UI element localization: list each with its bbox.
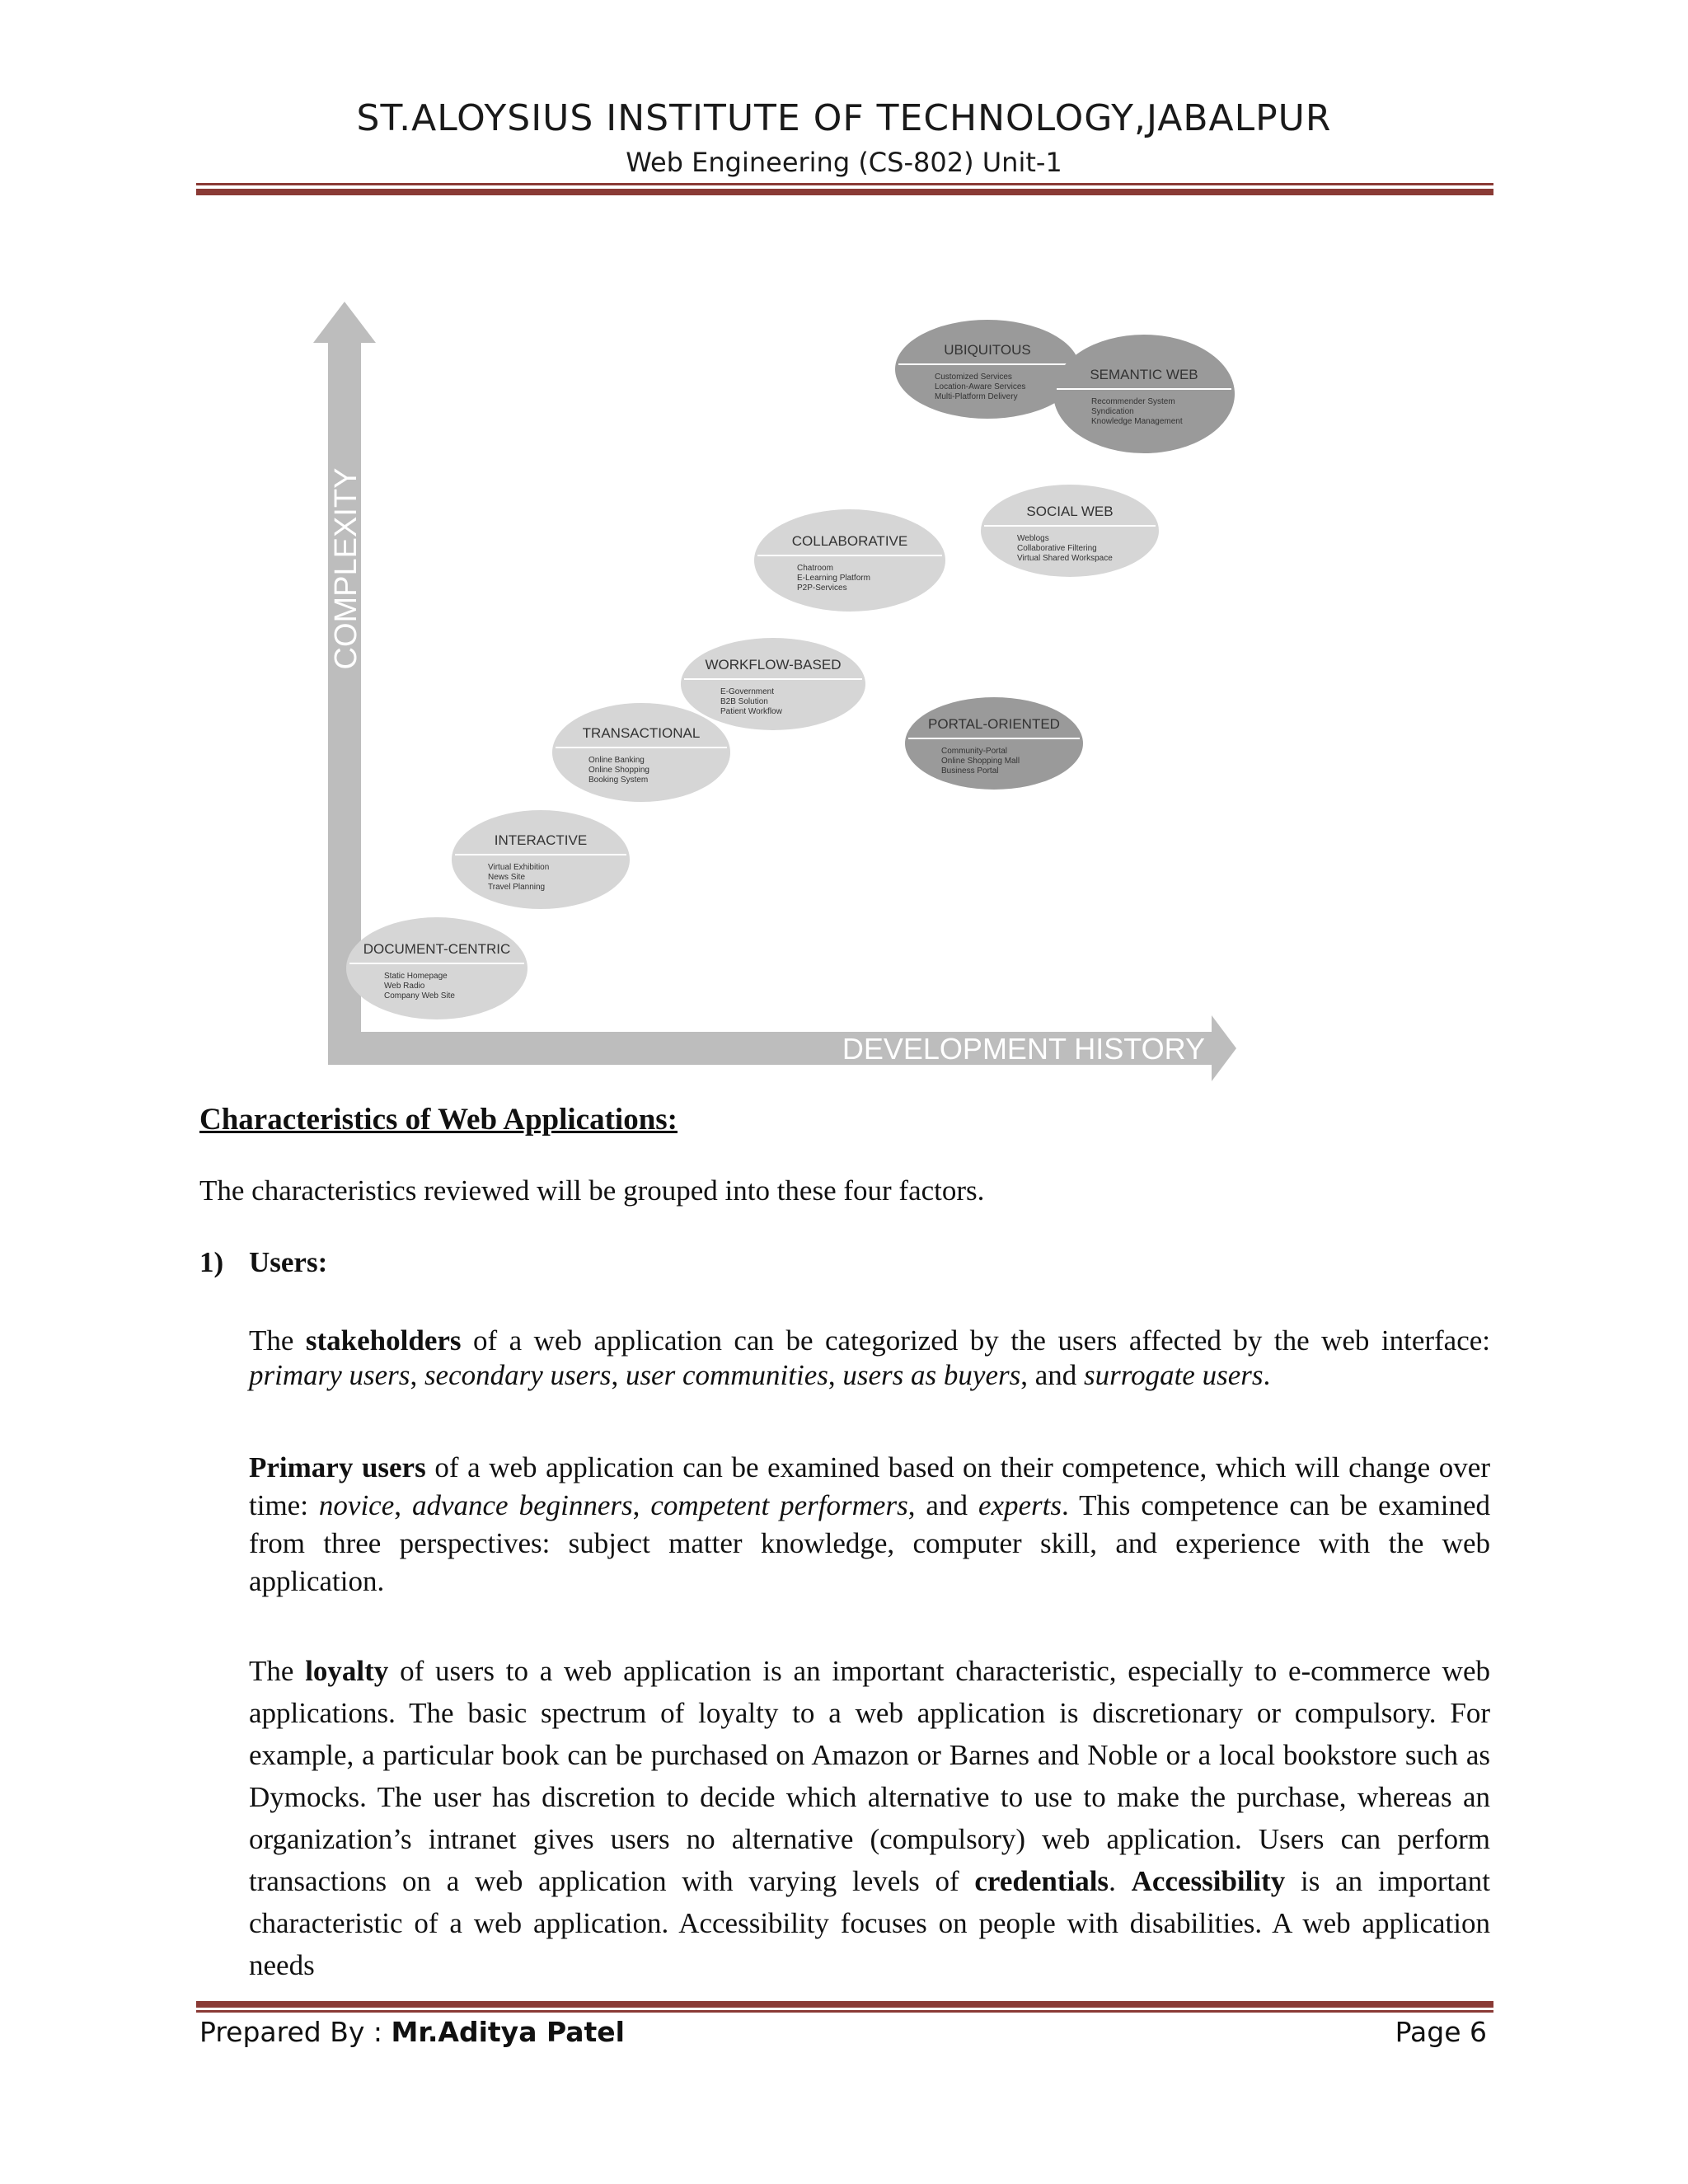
- category-social-web: [981, 485, 1159, 577]
- category-ellipses: [346, 320, 1235, 1019]
- factor-title: Users:: [249, 1246, 328, 1278]
- category-example: Collaborative Filtering: [1017, 544, 1097, 553]
- category-example: Company Web Site: [384, 991, 455, 1001]
- text-run: ,: [410, 1359, 424, 1391]
- loyalty-paragraph: [249, 1650, 1490, 1986]
- category-example: Online Banking: [588, 756, 645, 765]
- text-run: .: [1263, 1359, 1271, 1391]
- category-title: SOCIAL WEB: [1026, 504, 1114, 519]
- y-axis-label: COMPLEXITY: [329, 467, 363, 670]
- text-run: .: [1109, 1865, 1132, 1897]
- category-semantic-web: [1053, 335, 1235, 453]
- text-run: . This competence can be examined from three perspectives: subject matter knowledge, computer skill, and experience with the web application.: [249, 1489, 1491, 1597]
- text-run: is an important characteristic of a web application. Accessibility focuses on people with disabilities. A web application needs: [249, 1865, 1491, 1981]
- x-axis-arrow: [1212, 1015, 1236, 1081]
- text-run: of a web application can be examined based on their competence, which will change over time:: [249, 1451, 1490, 1521]
- page-number: Page 6: [1395, 2016, 1487, 2048]
- category-title: SEMANTIC WEB: [1090, 367, 1198, 382]
- category-interactive: [452, 810, 630, 909]
- web-app-evolution-diagram: [313, 297, 1253, 1088]
- category-example: Recommender System: [1091, 397, 1175, 406]
- category-workflow-based: [681, 638, 865, 730]
- course-subtitle: Web Engineering (CS-802) Unit-1: [626, 147, 1062, 178]
- category-example: Community-Portal: [941, 747, 1008, 756]
- category-example: Patient Workflow: [720, 707, 782, 716]
- prepared-label: Prepared By :: [199, 2016, 392, 2048]
- category-title: UBIQUITOUS: [944, 342, 1031, 358]
- category-example: B2B Solution: [720, 697, 768, 706]
- category-example: Chatroom: [797, 564, 833, 573]
- category-title: COLLABORATIVE: [791, 533, 908, 549]
- italic-term: novice: [318, 1489, 395, 1521]
- bold-term: Accessibility: [1131, 1865, 1286, 1897]
- stakeholders-paragraph: [249, 1324, 1490, 1393]
- footer-rule: [196, 2010, 1493, 2013]
- prepared-by: [199, 2016, 625, 2048]
- italic-term: advance beginners: [411, 1489, 633, 1521]
- text-run: ,: [632, 1489, 651, 1521]
- section-title: Characteristics of Web Applications:: [199, 1103, 678, 1137]
- category-title: PORTAL-ORIENTED: [928, 716, 1060, 732]
- italic-term: experts: [978, 1489, 1062, 1521]
- category-ellipse: [1053, 335, 1235, 453]
- italic-term: surrogate users: [1084, 1359, 1264, 1391]
- category-example: Customized Services: [935, 373, 1012, 382]
- category-example: E-Learning Platform: [797, 574, 870, 583]
- category-example: News Site: [488, 873, 526, 882]
- category-example: Travel Planning: [488, 883, 546, 892]
- text-run: ,: [611, 1359, 626, 1391]
- institute-title: ST.ALOYSIUS INSTITUTE OF TECHNOLOGY,JABALPUR: [356, 97, 1332, 139]
- footer-rule-thick: [196, 2001, 1493, 2008]
- header-rule-thick: [196, 189, 1493, 195]
- category-example: E-Government: [720, 687, 775, 696]
- category-example: Virtual Exhibition: [488, 863, 550, 872]
- category-ellipse: [452, 810, 630, 909]
- category-example: Syndication: [1091, 407, 1134, 416]
- header-rule: [196, 183, 1493, 185]
- italic-term: user communities: [625, 1359, 828, 1391]
- bold-term: credentials: [974, 1865, 1109, 1897]
- y-axis-arrow: [313, 302, 376, 343]
- category-ellipse: [754, 509, 945, 612]
- category-ubiquitous: [895, 320, 1080, 419]
- category-example: Booking System: [588, 776, 649, 785]
- category-ellipse: [552, 703, 730, 802]
- bold-term: stakeholders: [305, 1324, 462, 1357]
- italic-term: users as buyers: [842, 1359, 1021, 1391]
- category-transactional: [552, 703, 730, 802]
- category-example: Multi-Platform Delivery: [935, 392, 1018, 401]
- category-title: WORKFLOW-BASED: [705, 657, 842, 673]
- factor-number: 1): [199, 1246, 224, 1278]
- category-ellipse: [905, 697, 1083, 790]
- italic-term: secondary users: [424, 1359, 612, 1391]
- author-name: Mr.Aditya Patel: [391, 2016, 625, 2048]
- category-example: Weblogs: [1017, 534, 1049, 543]
- primary-users-paragraph: [249, 1449, 1490, 1601]
- category-title: INTERACTIVE: [494, 832, 588, 848]
- category-title: DOCUMENT-CENTRIC: [363, 941, 511, 957]
- category-example: Online Shopping: [588, 766, 649, 775]
- category-example: Virtual Shared Workspace: [1017, 554, 1113, 563]
- category-ellipse: [346, 917, 528, 1019]
- category-ellipse: [981, 485, 1159, 577]
- text-run: , and: [1020, 1359, 1085, 1391]
- factor-heading: [199, 1246, 327, 1279]
- category-collaborative: [754, 509, 945, 612]
- category-example: Web Radio: [384, 982, 425, 991]
- bold-term: Primary users: [249, 1451, 426, 1483]
- text-run: The: [249, 1324, 306, 1357]
- category-portal-oriented: [905, 697, 1083, 790]
- text-run: ,: [394, 1489, 412, 1521]
- x-axis-label: DEVELOPMENT HISTORY: [842, 1032, 1205, 1066]
- category-example: Knowledge Management: [1091, 417, 1183, 426]
- text-run: of a web application can be categorized by the users affected by the web interface:: [461, 1324, 1490, 1357]
- italic-term: competent performers: [650, 1489, 908, 1521]
- text-run: of users to a web application is an important characteristic, especially to e-commerce web applications. The basic spectrum of loyalty to a web application is discretionary or compulsory. For example, a particular book can be purchased on Amazon or Barnes and Noble or a local bookstore such as Dymocks. The user has discretion to decide which alternative to use to make the purchase, whereas an organization’s intranet gives users no alternative (compulsory) web application. Users can perform transactions on a web application with varying levels of: [249, 1655, 1490, 1897]
- category-example: Static Homepage: [384, 972, 448, 981]
- italic-term: primary users: [249, 1359, 410, 1391]
- category-example: Location-Aware Services: [935, 382, 1026, 391]
- category-example: Online Shopping Mall: [941, 757, 1020, 766]
- category-example: Business Portal: [941, 766, 999, 776]
- intro-text: The characteristics reviewed will be grouped into these four factors.: [199, 1174, 985, 1207]
- diagram-svg: [313, 297, 1253, 1088]
- category-title: TRANSACTIONAL: [582, 725, 701, 741]
- text-run: The: [249, 1655, 306, 1687]
- text-run: ,: [828, 1359, 843, 1391]
- category-ellipse: [681, 638, 865, 730]
- bold-term: loyalty: [305, 1655, 389, 1687]
- category-document-centric: [346, 917, 528, 1019]
- text-run: , and: [907, 1489, 978, 1521]
- category-ellipse: [895, 320, 1080, 419]
- category-example: P2P-Services: [797, 583, 847, 593]
